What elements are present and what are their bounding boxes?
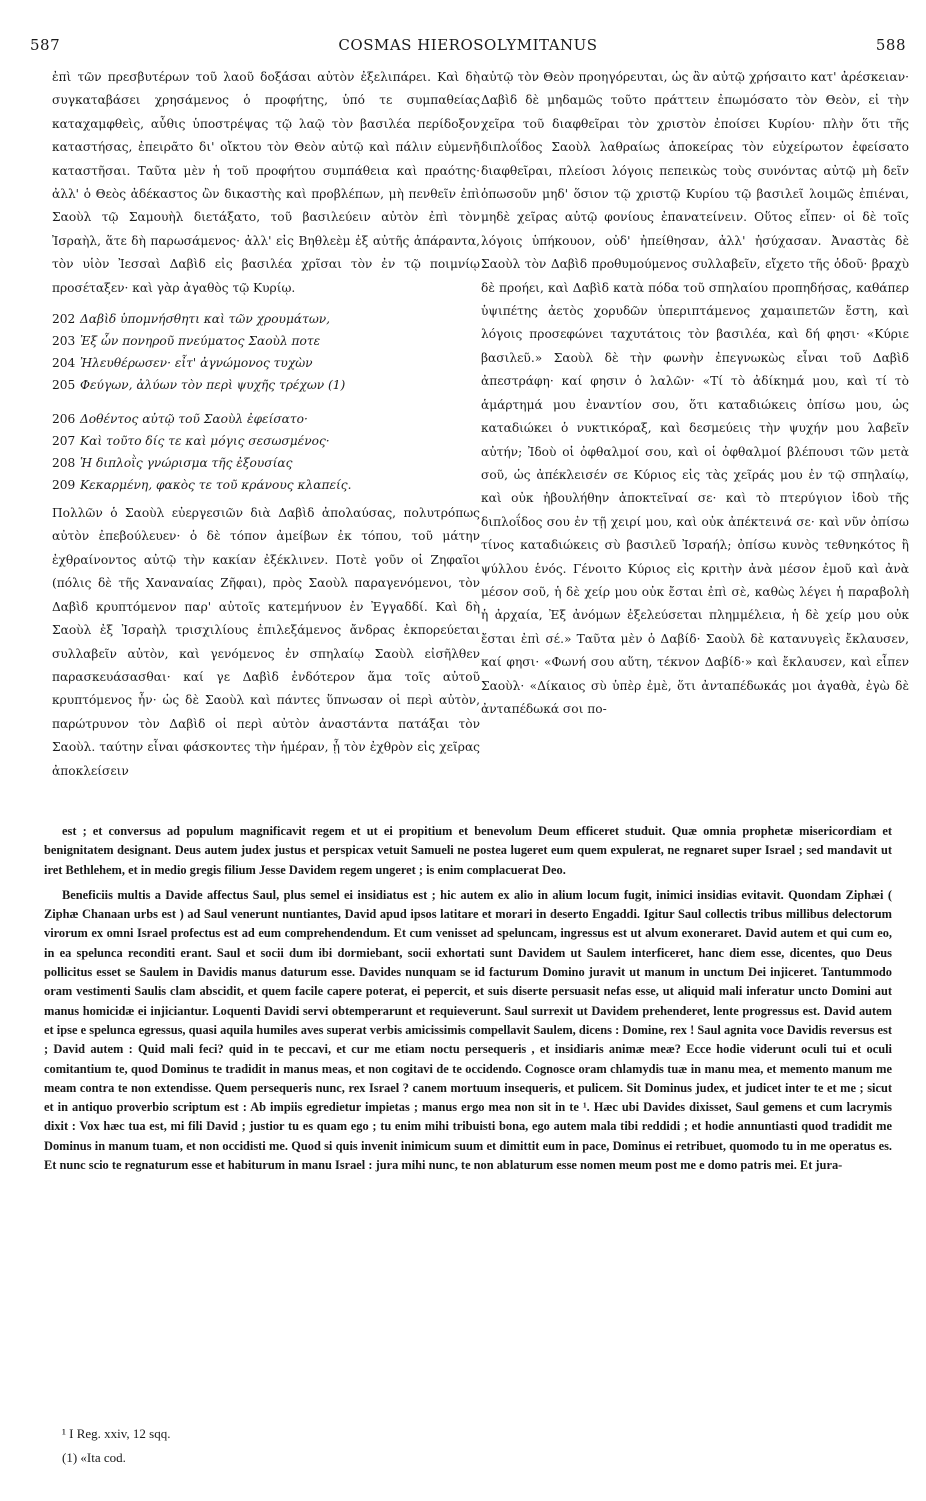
page-number-left: 587 <box>30 36 61 54</box>
running-title: COSMAS HIEROSOLYMITANUS <box>338 36 598 54</box>
verse-text: Φεύγων, ἀλύων τὸν περὶ ψυχῆς τρέχων (1) <box>80 378 346 393</box>
verse-block <box>52 308 480 496</box>
latin-paragraph: est ; et conversus ad populum magnificavit regem et ut ei propitium et benevolum Deum efficeret studuit. Quæ omnia prophetæ misericordiam et benignitatem designant. Deus autem judex justus et perspicax vetuit Samueli ne postea lugeret eum quem expulerat, ne regnaret super Israel ; sed mandavit ut iret Bethlehem, et in medio gregis filium Jesse Davidem regem ungeret ; is enim complacuerat Deo. <box>44 824 892 877</box>
greek-paragraph: ἐπὶ τῶν πρεσβυτέρων τοῦ λαοῦ δοξάσαι αὐτὸν ἐξελιπάρει. Καὶ δὴ συγκαταβάσει χρησάμενος ὁ προφήτης, ὑπό τε συμπαθείας καταχαμφθεὶς, αὖθις ὑποστρέψας τῷ λαῷ τὸν βασιλέα περίδοξον καταστήσας, ἐπειρᾶτο δι' οἴκτου τὸν Θεὸν αὐτῷ καὶ πάλιν εὐμενῆ καταστῆσαι. Ταῦτα μὲν ἡ τοῦ προφήτου συμπάθεια καὶ πραότης· ἀλλ' ὁ Θεὸς ἀδέκαστος ὢν δικαστὴς καὶ προβλέπων, μὴ πενθεῖν ἐπὶ Σαοὺλ τῷ Σαμουὴλ διετάξατο, τοῦ βασιλεύειν αὐτὸν ἐπὶ τὸν Ἰσραὴλ, ἅτε δὴ παρωσάμενος· ἀλλ' εἰς Βηθλεὲμ ἐξ αὐτῆς ἀπάραντα, τὸν υἱὸν Ἰεσσαὶ Δαβὶδ εἰς βασιλέα χρῖσαι τὸν ἐν τῷ ποιμνίῳ προσέταξεν· καὶ γὰρ ἀγαθὸς τῷ Κυρίῳ. <box>52 70 480 295</box>
verse-number: 209 <box>52 478 76 493</box>
verse-number: 204 <box>52 356 76 371</box>
latin-translation <box>44 822 892 1352</box>
verse-line <box>52 308 480 330</box>
verse-line <box>52 330 480 352</box>
verse-number: 205 <box>52 378 76 393</box>
verse-number: 207 <box>52 434 76 449</box>
verse-text: Ἠλευθέρωσεν· εἶτ' ἀγνώμονος τυχὼν <box>80 356 313 371</box>
verse-text: Κεκαρμένη, φακὸς τε τοῦ κράνους κλαπείς. <box>80 478 352 493</box>
greek-column-right <box>481 66 909 786</box>
verse-line <box>52 408 480 430</box>
verse-line <box>52 474 480 496</box>
verse-number: 206 <box>52 412 76 427</box>
verse-line <box>52 352 480 374</box>
footnotes <box>62 1422 562 1470</box>
verse-text: Καὶ τοῦτο δίς τε καὶ μόγις σεσωσμένος· <box>80 434 330 449</box>
greek-paragraph: αὐτῷ τὸν Θεὸν προηγόρευται, ὡς ἂν αὐτῷ χρήσαιτο κατ' ἀρέσκειαν· Δαβὶδ δὲ μηδαμῶς τοῦτο πράττειν ἐπωμόσατο τὸν Θεὸν, εἰ τὴν χεῖρα τοῦ διαφθεῖραι τὸν χριστὸν ἐποίσει Κυρίου· πλὴν ὅτι τῆς διπλοΐδος Σαοὺλ λαθραίως ἀποκείρας τὸν εὐχείρωτον ἐφείσατο διαφθεῖραι, πλείοσι λόγοις πεπεικὼς τοὺς συνόντας αὐτῷ μὴ δεῖν ὁπωσοῦν μηδ' ὅσιον τῷ χριστῷ Κυρίου τῷ βασιλεῖ λοιμῶς ἐπιέναι, μηδὲ χεῖρας αὐτῷ φονίους ἐπανατείνειν. Οὕτος εἶπεν· οἱ δὲ τοῖς λόγοις ὑπήκουον, οὐδ' ἠπείθησαν, ἀλλ' ἡσύχασαν. Ἀναστὰς δὲ Σαοὺλ τὸν Δαβὶδ προθυμούμενος συλλαβεῖν, εἴχετο τῆς ὁδοῦ· βραχὺ δὲ προήει, καὶ Δαβὶδ κατὰ πόδα τοῦ σπηλαίου προπηδήσας, καθάπερ ὑψιπέτης ἀετὸς χορυδῶν ὑπεριπτάμενος χαμαιπετῶν ἔστη, καὶ λόγοις προσεφώνει ταχυτάτοις τὸν βασιλέα, καὶ δή φησι· «Κύριε βασιλεῦ.» Σαοὺλ δὲ τὴν φωνὴν ἐπεγνωκὼς εἶναι τοῦ Δαβὶδ ἀπεστράφη· καί φησιν ὁ λαλῶν· «Τί τὸ ἀδίκημά μου, καὶ τί τὸ ἁμάρτημά μου ἐναντίον σου, ὅτι καταδιώκεις ὀπίσω μου, ὡς καταδιώκει ὁ νυκτικόραξ, καὶ δεσμεύεις τὴν ψυχήν μου λαβεῖν αὐτήν; Ἰδοὺ οἱ ὀφθαλμοί σου, καὶ οἱ ὀφθαλμοί βλέπουσι τῶν μετὰ σοῦ, ὡς ἀπέκλεισέν σε Κύριος εἰς τὰς χεῖράς μου ἐν τῷ σπηλαίῳ, καὶ οὐκ ἠβουλήθην ἀποκτεῖναί σε· καὶ τὸ πτερύγιον ἰδοὺ τῆς διπλοΐδος σου ἐν τῇ χειρί μου, καὶ οὐκ ἀπέκτεινά σε· καὶ νῦν ὀπίσω τίνος καταδιώκεις σὺ βασιλεῦ Ἰσραήλ; ὀπίσω κυνὸς τεθνηκότος ἢ ψύλλου ἑνός. Γένοιτο Κύριος εἰς κριτὴν ἀνὰ μέσον ἐμοῦ καὶ ἀνὰ μέσον σοῦ, ἡ δὲ χείρ μου οὐκ ἔσται ἐπὶ σὲ, καθὼς λέγει ἡ παραβολὴ ἡ ἀρχαία, Ἐξ ἀνόμων ἐξελεύσεται πλημμέλεια, ἡ δὲ χείρ μου οὐκ ἔσται ἐπὶ σέ.» Ταῦτα μὲν ὁ Δαβίδ· Σαοὺλ δὲ κατανυγεὶς ἔκλαυσεν, καί φησι· «Φωνή σου αὕτη, τέκνον Δαβίδ·» καὶ ἔκλαυσεν, καὶ εἶπεν Σαοὺλ· «Δίκαιος σὺ ὑπὲρ ἐμὲ, ὅτι ἀνταπέδωκάς μοι ἀγαθὰ, ἐγὼ δὲ ἀνταπέδωκά σοι πο- <box>481 70 909 716</box>
verse-line <box>52 430 480 452</box>
verse-line <box>52 374 480 396</box>
greek-paragraph: Πολλῶν ὁ Σαοὺλ εὐεργεσιῶν διὰ Δαβὶδ ἀπολαύσας, πολυτρόπως αὐτὸν ἐπεβούλευεν· ὁ δὲ τόπον ἀμείβων ἐκ τόπου, τοῦ μάτην ἐχθραίνοντος αὐτῷ τὴν κακίαν ἐξέκλινεν. Ποτὲ γοῦν οἱ Ζηφαῖοι (πόλις δὲ τῆς Χαναναίας Ζῆφαι), πρὸς Σαοὺλ παραγενόμενοι, τὸν Δαβὶδ κρυπτόμενον παρ' αὐτοῖς κατεμήνυον ἐν Ἐγγαδδί. Καὶ δὴ Σαοὺλ ἐξ Ἰσραὴλ τρισχιλίους ἐπιλεξάμενος ἄνδρας ἐκπορεύεται συλλαβεῖν αὐτὸν, καὶ γενόμενος ἐν σπηλαίῳ Σαοὺλ εἰσῆλθεν παρασκευάσασθαι· καί γε Δαβὶδ ἐνδότερον ἅμα τοῖς αὐτοῦ κρυπτόμενος ἦν· ὡς δὲ Σαοὺλ καὶ πάντες ὕπνωσαν οἱ περὶ αὐτὸν, παρώτρυνον τὸν Δαβὶδ οἱ περὶ αὐτὸν ἀναστάντα πατάξαι τὸν Σαοὺλ. ταύτην εἶναι φάσκοντες τὴν ἡμέραν, ᾗ τὸν ἐχθρὸν εἰς χεῖρας ἀποκλείσειν <box>52 506 480 778</box>
verse-text: Ἡ διπλοῒς γνώρισμα τῆς ἐξουσίας <box>80 456 293 471</box>
verse-text: Δαβὶδ ὑπομνήσθητι καὶ τῶν χρουμάτων, <box>80 312 331 327</box>
verse-line <box>52 452 480 474</box>
latin-paragraph: Beneficiis multis a Davide affectus Saul, plus semel ei insidiatus est ; hic autem ex alio in alium locum fugit, inimici insidias evitavit. Quondam Ziphæi ( Ziphæ Chanaan urbs est ) ad Saul venerunt nuntiantes, David apud ipsos latitare et morari in deserto Engaddi. Igitur Saul collectis tribus millibus delectorum virorum ex omni Israel profectus est ad eum comprehendendum. Et cum venisset ad speluncam, ingressus est ut alvum exoneraret. David autem et qui cum eo, in ea spelunca reconditi erant. Saul et socii dum ibi dormiebant, socii exhortati sunt Davidem ut Saulem interficeret, hanc diem esse, dicentes, quo Deus pollicitus esset se Saulem in Davidis manus daturum esse. Davides nunquam se id facturum Domino juravit ut manum in unctum Dei injiceret. Tantummodo oram vestimenti Saulis clam abscidit, et quem facile capere poterat, ei pepercit, et suis diserte persuasit nefas esse, ut aliquid mali inferatur uncto Domini aut manus homicidæ ei injiciantur. Loquenti Davidi servi obtemperarunt et requieverunt. Saul surrexit ut Davidem prehenderet, lente progressus est. David autem et ipse e spelunca egressus, quasi aquila humiles aves superat verbis amicissimis compellavit Saulem, dicens : Domine, rex ! Saul agnita voce Davidis reversus est ; David autem : Quid mali feci? quid in te peccavi, et cur me etiam noctu persequeris , et insidiaris animæ meæ? Ecce hodie viderunt oculi tui et oculi comitantium te, quod Dominus te tradidit in manus meas, et non cogitavi de te occidendo. Cognosce oram chlamydis tuæ in manu mea, et memento manum me meam contra te non extendisse. Quem persequeris nunc, rex Israel ? canem mortuum insequeris, et pulicem. Sit Dominus judex, et judicet inter te et me ; sicut et in antiquo proverbio scriptum est : Ab impiis egredietur impietas ; manus ergo mea non sit in te ¹. Hæc ubi Davides dixisset, Saul gemens et cum lacrymis dixit : Vox hæc tua est, mi fili David ; justior tu es quam ego ; tu enim mihi tribuisti bona, ego autem mala tibi reddidi ; et hodie annuntiasti quod tradidit me Dominus in manum tuam, et non occidisti me. Quod si quis invenit inimicum suum et dimittit eum in pace, Dominus ei retribuet, quomodo tu in me operatus es. Et nunc scio te regnaturum esse et habiturum in manu Israel : jura mihi nunc, te non ablaturum esse nomen meum post me e domo patris mei. Et jura- <box>44 887 892 1173</box>
verse-number: 203 <box>52 334 76 349</box>
footnote: (1) «Ita cod. <box>62 1450 126 1465</box>
greek-column-left <box>52 66 480 786</box>
running-header <box>30 36 906 58</box>
verse-gap <box>52 396 480 408</box>
page-number-right: 588 <box>875 36 906 54</box>
verse-text: Ἐξ ὧν πονηροῦ πνεύματος Σαοὺλ ποτε <box>80 334 321 349</box>
verse-text: Δοθέντος αὐτῷ τοῦ Σαοὺλ ἐφείσατο· <box>80 412 308 427</box>
footnote: ¹ I Reg. xxiv, 12 sqq. <box>62 1426 171 1441</box>
verse-number: 202 <box>52 312 76 327</box>
verse-number: 208 <box>52 456 76 471</box>
